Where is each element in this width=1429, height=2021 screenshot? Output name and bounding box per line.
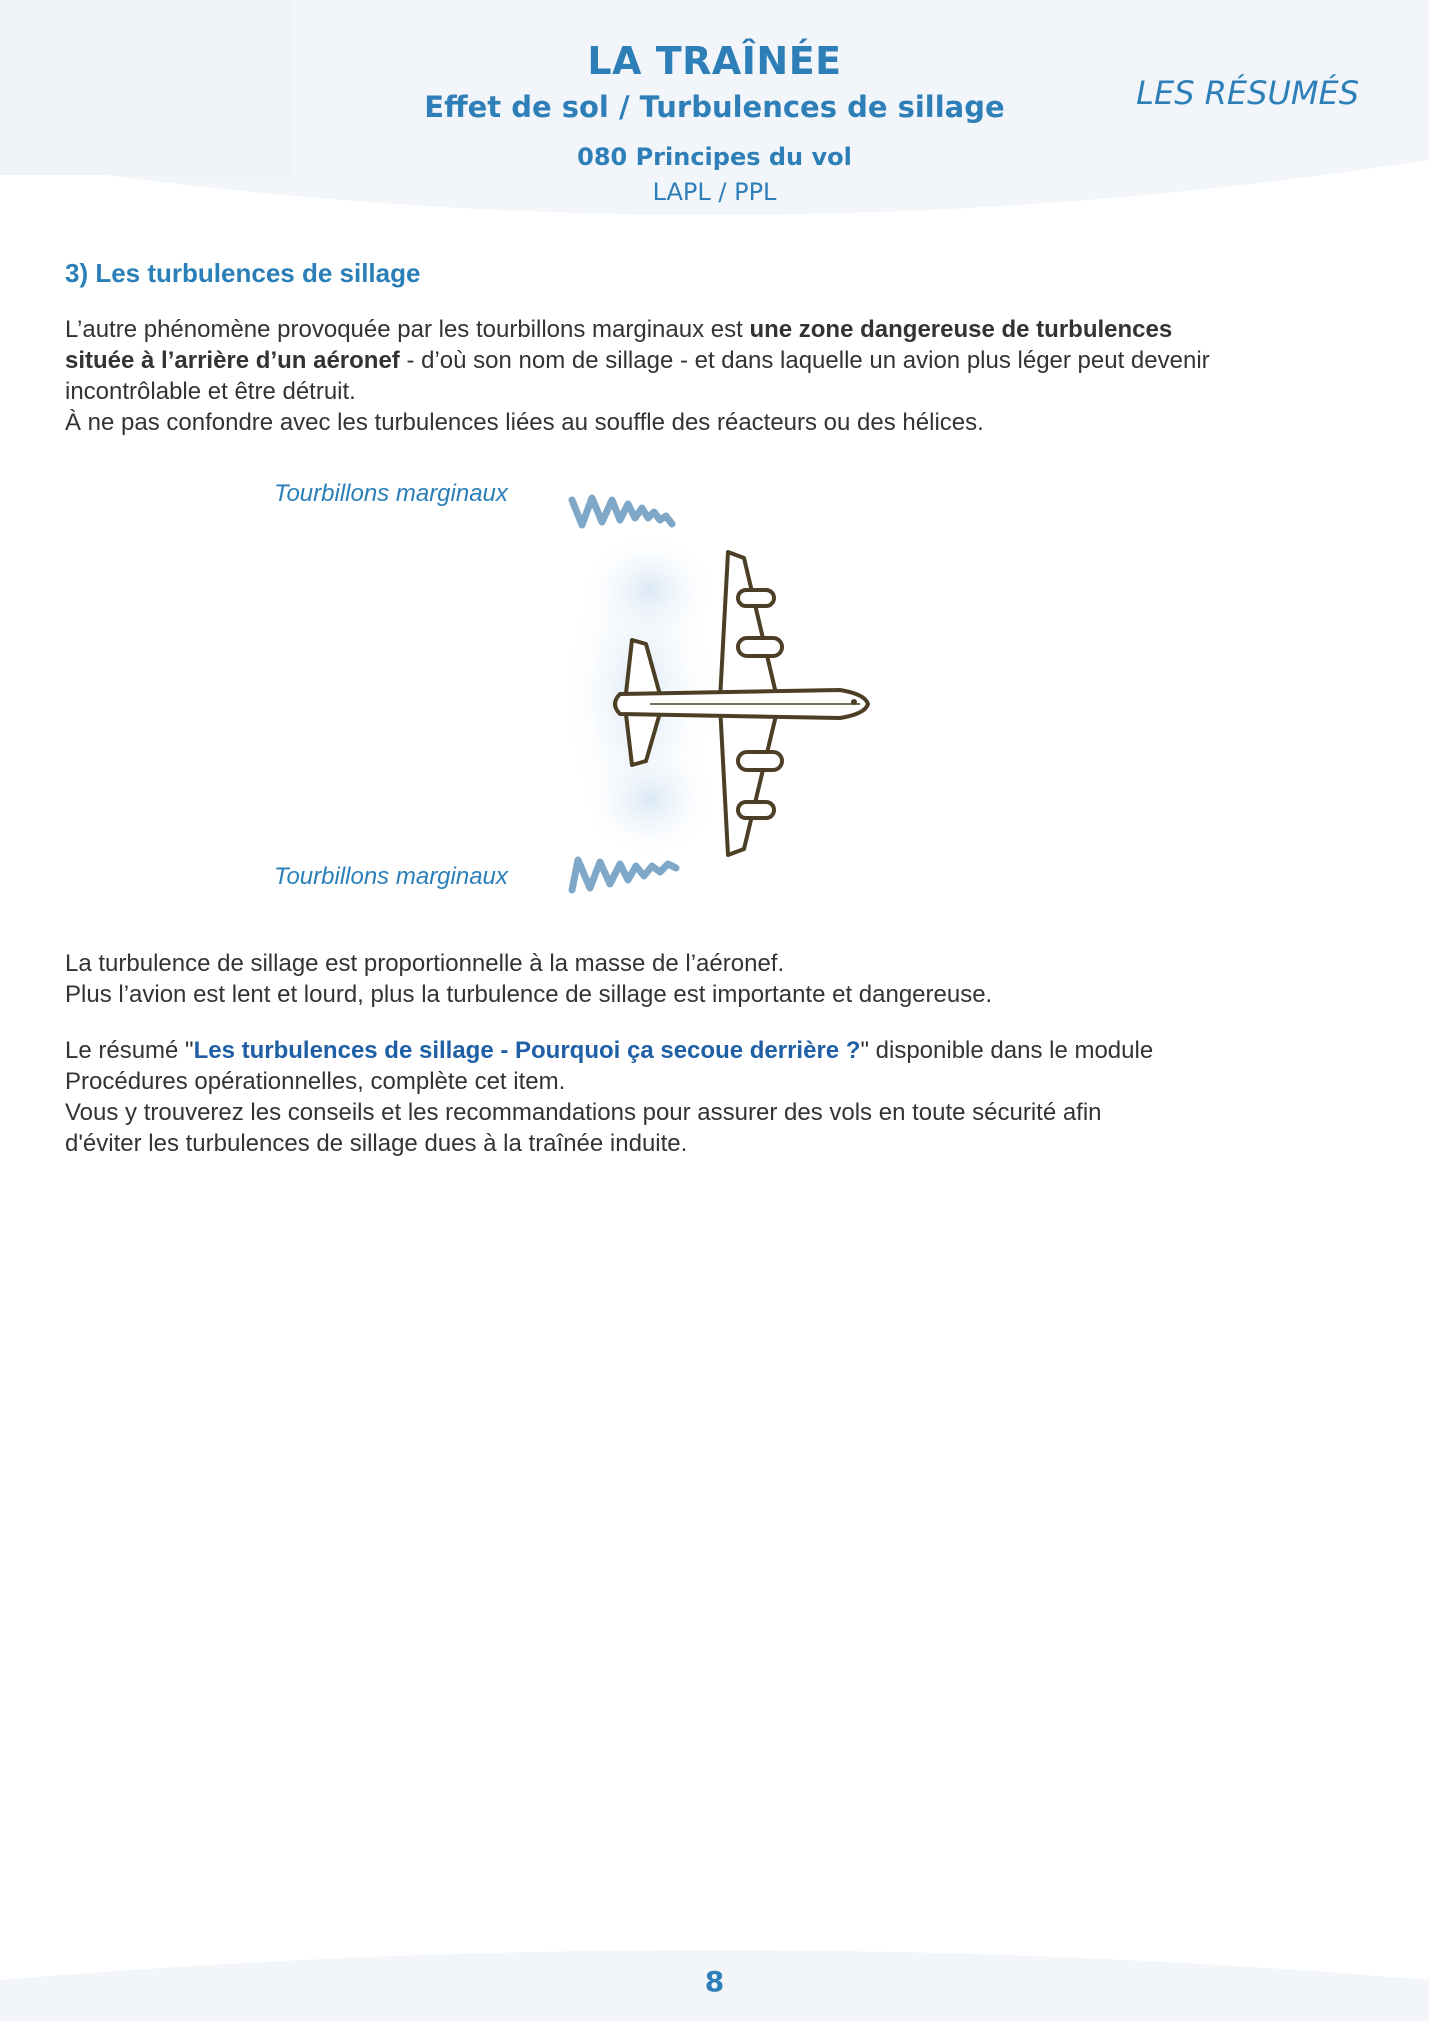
reference-prefix: Le résumé " [65,1037,194,1064]
intro-text-2: - d’où son nom de sillage - et dans laquelle un avion plus léger peut devenir [399,347,1210,374]
figure-label-bottom: Tourbillons marginaux [274,863,508,890]
intro-paragraph [65,314,1375,438]
intro-text-1: L’autre phénomène provoquée par les tourbillons marginaux est [65,316,750,343]
reference-line-4: d'éviter les turbulences de sillage dues à la traînée induite. [65,1130,688,1157]
document-title: LA TRAÎNÉE [587,39,842,83]
figure-label-top: Tourbillons marginaux [274,480,508,507]
intro-bold-1: une zone dangereuse de turbulences [749,316,1173,343]
intro-bold-2: située à l’arrière d’un aéronef [65,347,400,374]
section-title: 3) Les turbulences de sillage [65,258,421,288]
mass-line-2: Plus l’avion est lent et lourd, plus la turbulence de sillage est importante et dangereuse. [65,981,993,1008]
level-label: LAPL / PPL [652,178,777,206]
reference-paragraph [65,1035,1375,1159]
reference-suffix: " disponible dans le module [860,1037,1154,1064]
mass-paragraph [65,948,1375,1010]
reference-link[interactable]: Les turbulences de sillage - Pourquoi ça secoue derrière ? [193,1037,861,1064]
intro-text-3: incontrôlable et être détruit. [65,378,356,405]
reference-line-3: Vous y trouverez les conseils et les recommandations pour assurer des vols en toute sécurité afin [65,1099,1102,1126]
intro-text-4: À ne pas confondre avec les turbulences liées au souffle des réacteurs ou des hélices. [65,409,984,436]
airplane-top-view-icon [560,470,920,920]
mass-line-1: La turbulence de sillage est proportionnelle à la masse de l’aéronef. [65,950,785,977]
series-label: LES RÉSUMÉS [1136,74,1359,112]
page-number: 8 [704,1965,725,1998]
document-subtitle: Effet de sol / Turbulences de sillage [424,90,1005,124]
module-label: 080 Principes du vol [577,143,852,171]
reference-line-2: Procédures opérationnelles, complète cet item. [65,1068,566,1095]
header [0,36,1429,210]
